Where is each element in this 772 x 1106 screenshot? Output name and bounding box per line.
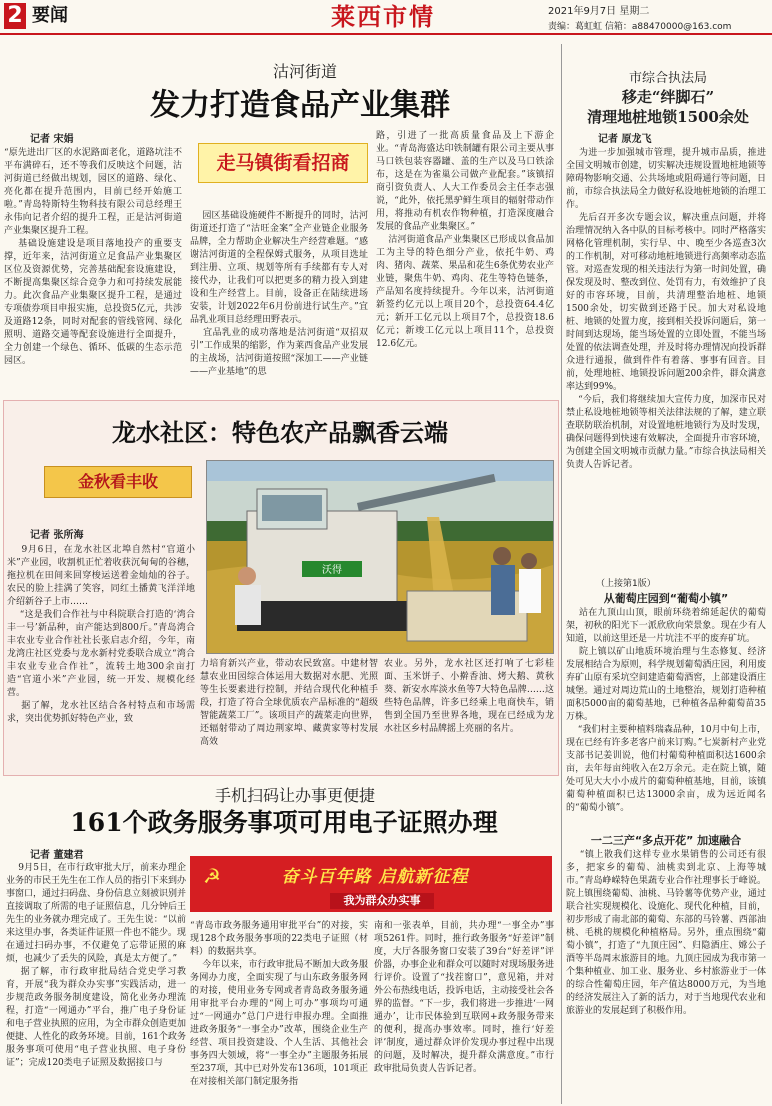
right1-headline-line2: 清理地桩地锁1500余处 [587,108,749,126]
column-divider [561,44,562,1104]
masthead-rule [0,33,772,35]
story2-column-1: 9月6日，在龙水社区北埠自然村“官道小米”产业园，收割机正忙着收获沉甸甸的谷穗，拖拉机在田间来回穿梭运送着金灿灿的谷子。农民的脸上挂满了笑容，同红土播黄飞洋洋地介绍新谷子上市…… “这是我们合作社与中科院联合打造的‘湾合丰一号’新品种，亩产能达到800斤。”青岛湾合丰农业专业合作社社长张启志介绍，今年，南龙湾庄社区党委与龙水新村党委联合成立“湾合丰农业专业合作社”，流转土地300余亩打造“官道小米”产业园，统一开发、规模化经营。 据了解，龙水社区结合各村特点和市场需求，突出优势抓好特色产业，致 [7,545,195,724]
newspaper-logo: 莱西市情 [331,2,435,31]
story1-column-1: “原先进出厂区的水泥路面老化，道路坑洼不平布满碎石，还不等我们反映这个问题，沽河街道已经做出规划，园区的道路、绿化、亮化都在提升范围内，目前已经开始施工啦。”青岛特斯特生物科技有限公司总经理王永伟向记者介绍的提升工程，正是沽河街道产业集聚区提升工程。 基础设施建设是项目落地投产的重要支撑，近年来，沽河街道立足食品产业集聚区区位及资源优势，完善基础配套设施建设，不断提高集聚区综合竞争力和可持续发展能力。此次食品产业集聚区提升工程，是通过专项债券项目申报实施，总投资5亿元，共涉及道路12条，同时对配套的管线管网、绿化照明、道路交通等配套设施进行全面提升，全力创建一个绿色、循环、低碳的生态示范园区。 [4,148,182,366]
party-emblem-icon: ☭ [203,864,221,888]
right1-body: 为进一步加强城市管理，提升城市品质，推进全国文明城市创建，切实解决违规设置地桩地锁等障碍物影响交通、公共场地或阻碍通行等问题，日前，市综合执法局全力做好私设地桩地锁的治理工作。 先后召开多次专题会议，解决重点问题，并将治理情况纳入各中队的目标考核中。同时严格落实网格化管理机制，实行早、中、晚至少各巡查3次的工作机制，对可移动地桩地锁进行高频率动态监管。对巡查发现的相关违法行为第一时间处置，确保发现及时、整改到位、处罚有力，有效维护了良好的市容环境，目前，共清理整治地桩、地锁1500余处，切实做到还路于民。加大对私设地桩、地锁的处置力度，接到相关投诉问题后，第一时间到达现场，能当场处置的立即处置，不能当场处置的依法调查处理，并及时将办理情况向投诉群众进行通报，做到件件有着落、事事有回音。目前，处理地桩、地锁投诉问题200余件，群众满意率达到99%。 “今后，我们将继续加大宣传力度，加深市民对禁止私设地桩地锁等相关法律法规的了解，建立联查联防联治机制，对设置地桩地锁行为及时发现，确保问题得到快速有效解决，全面提升市容环境，为创建全国文明城市贡献力量。”市综合执法局相关负责人告诉记者。 [566,148,766,470]
harvester-brand: 沃得 [322,565,342,576]
story1-byline: 记者 宋娟 [30,134,74,145]
right2-headline: 从葡萄庄园到“葡萄小镇” [603,592,729,605]
banner-subtitle: 我为群众办实事 [330,893,434,909]
continued-label: （上接第1版） [596,579,656,589]
story1-kicker: 沽河街道 [272,62,337,81]
page-number: 2 [4,3,26,29]
editor-info: 责编：葛虹虹 信箱：a88470000@163.com [548,22,732,32]
right1-headline-line1: 移走“绊脚石” [621,88,715,106]
story2-headline: 龙水社区：特色农产品飘香云端 [112,418,448,447]
story3-column-1: 9月5日，在市行政审批大厅，前来办理企业务的市民王先生在工作人员的指引下来到办事窗口，通过扫码盘、身份信息立刻被识别并直接调取了所需的电子证照信息，几分钟后王先生的业务就办理完成了。王先生说：“以前来这里办事，各类证件证照一件也不能少。现在通过扫码办事，不仅避免了忘带证照的麻烦，也减少了丢失的风险，真是太方便了。” 据了解，市行政审批局结合党史学习教育，开展“我为群众办实事”实践活动，进一步规范政务服务制度建设，简化业务办理流程，打造“一网通办”平台，推广电子身份证和电子营业执照的应用，为全市群众创造更加便捷、人性化的政务环境。目前，161个政务服务事项可使用“电子营业执照、电子身份证”；完成120类电子证照及数据接口与 [6,863,186,1068]
story2-column-2: 力培育新兴产业，带动农民致富。中建材智慧农业田园综合体运用大数据对水肥、光照等生长要素进行控制，并结合现代化种植手段，打造了符合全球优质农产品标准的“超级智能蔬菜工厂”。该项目产的蔬菜走向世界，还辐射带动了周边荆家埠、藏黄家等村发展高效 [200,659,378,747]
section-title: 要闻 [32,5,68,26]
right2-body-2: “镇上散我们这样专业水果销售的公司还有很多，把家乡的葡萄、油桃卖到北京、上海等城市。”青岛峥嵘特色果蔬专业合作社理事长于峰说。院上镇围绕葡萄、油桃、马铃薯等优势产业，通过联合社实现规模化、设施化、现代化种植，目前，初步形成了南北部的葡萄、东部的马铃薯、西部油桃、毛桃的规模化种植格局。另外，重点围绕“葡萄小镇”，打造了“九顶庄园”、归隐酒庄、嫦公子酒等半岛周末旅游目的地。九顶庄园成为我市第一个集种植业、加工业、服务业、乡村旅游业于一体的综合性葡萄庄园，年产值达8000万元，为当地的经济发展注入了新的活力，对于当地现代农业和旅游业的发展起到了积极作用。 [566,850,766,1016]
right1-byline: 记者 原龙飞 [598,134,652,145]
story3-byline: 记者 董建君 [30,850,84,861]
story1-badge: 走马镇街看招商 [198,143,368,183]
story3-column-3: 南和一张表单，目前，共办理“一事全办”事项5261件。同时，推行政务服务“好差评”制度，大厅各服务窗口安装了39台“好差评”评价器，办事企业和群众可以随时对现场服务进行评价。设置了“找茬窗口”，意见箱，并对外公布热线电话，投诉电话，主动接受社会各界的监督。“下一步，我们将进一步推进‘一网通办’，让市民体验到互联网+政务服务带来的便利，提高办事效率。同时，推行‘好差评’制度，通过群众评价发现办事过程中出现的问题，及时解决，提升群众满意度。”市行政审批局负责人告诉记者。 [374,921,554,1074]
story2-badge: 金秋看丰收 [44,466,192,498]
issue-date: 2021年9月7日 星期二 [548,6,650,17]
story2-column-3: 农业。另外，龙水社区还打响了七彩桂面、玉米饼子、小擀香油、烤大鹅、黄秋葵、新安水库淡水鱼等7大特色品牌……这些特色品牌，许多已经乘上电商快车，销售到全国乃至世界各地，现在已经成为龙水社区乡村品牌摇上亮丽的名片。 [384,659,554,734]
story1-headline: 发力打造食品产业集群 [150,88,450,123]
story3-headline: 161个政务服务事项可用电子证照办理 [70,808,498,837]
right1-kicker: 市综合执法局 [628,71,707,86]
right2-subhead: 一二三产“多点开花” 加速融合 [590,834,742,847]
story1-column-2: 园区基础设施硬件不断提升的同时，沽河街道还打造了“沽旺金案”全产业链企业服务品牌，全力帮助企业解决生产经营难题。“感谢沽河街道的全程保姆式服务，从项目选址到注册、立项、规划等所有手续都有专人对接代办，让我们可以把更多的精力投入到建设和生产经营上。目前，设备正在陆续进场安装，计划2022年6月份前进行试生产。”宜品乳业项目总经理田野表示。 宜品乳业的成功落地是沽河街道“双招双引”工作成果的缩影，作为莱西食品产业发展的主战场，沽河街道按照“深加工——产业链——产业基地”的思 [190,211,368,377]
story2-byline: 记者 张所海 [30,530,84,541]
harvest-photo [206,460,554,654]
story3-column-2: “青岛市政务服务通用审批平台”的对接，实现128个政务服务事项的22类电子证照（材料）的数据共享。 今年以来，市行政审批局不断加大政务服务网办力度，全面实现了与山东政务服务网的对接，使用业务专网或者青岛政务服务通用审批平台办理的“网上可办”事项均可通过“一网通办”总门户进行申报办理。全面推进政务服务“一事全办”改革，围绕企业生产经营、项目投资建设、个人生活、其他社会事务四大领域，将“一事全办”主题服务拓展至237项，其中已对外发布136项，101项正在对接相关部门制定服务指 [190,921,368,1087]
right2-body-1: 站在九顶山山顶，眼前环绕着绵延起伏的葡萄架，初秋的阳光下一派欣欣向荣景象。现在少有人知道，以前这里还是一片坑洼不平的废弃矿坑。 院上镇以矿山地质环境治理与生态修复、经济发展相结合为原则，科学规划葡萄酒庄园，利用废弃矿山原有采坑空间建造葡萄酒窖，上部建设酒庄城堡。通过对周边荒山的土地整治，规划打造种植面积5000亩的葡萄基地，已种植各品种葡萄苗35万株。 “我们村主要种植料瑞森品种，10月中旬上市，现在已经有许多老客户前来订购。”七炭新村产业党支部书记姜训说，他们村葡萄种植面积达1600余亩，去年每亩纯收入在2万余元。走在院上镇，随处可见大大小小成片的葡萄种植基地，目前，该镇葡萄种植面积已达13000余亩，成为远近闻名的“葡萄小镇”。 [566,608,766,813]
banner-slogan: 奋斗百年路 启航新征程 [281,867,469,887]
story3-kicker: 手机扫码让办事更便捷 [214,786,375,805]
story1-column-3: 路，引进了一批高质量食品及上下游企业。“青岛海盛达印铁制罐有限公司主要从事马口铁包装容器罐、盖的生产以及马口铁涂布，这是在为雀巢公司做产业配套。”该镇招商引资负责人、人大工作委员会主任李志强说，“此外，依托黑驴鲜生项目的辐射带动作用，将推动有机农作物种植，打造深度融合发展的食品产业集聚区。” 沽河街道食品产业集聚区已形成以食品加工为主导的特色细分产业，依托牛奶、鸡肉、猪肉、蔬菜、果品和花生6条优势农业产业链，聚焦牛奶、鸡肉、花生等特色链条，产品知名度持续提升。今年以来，沽河街道新签约亿元以上项目20个，总投资64.4亿元；新开工亿元以上项目7个，总投资18.6亿元；新竣工亿元以上项目11个，总投资12.6亿元。 [376,131,554,349]
